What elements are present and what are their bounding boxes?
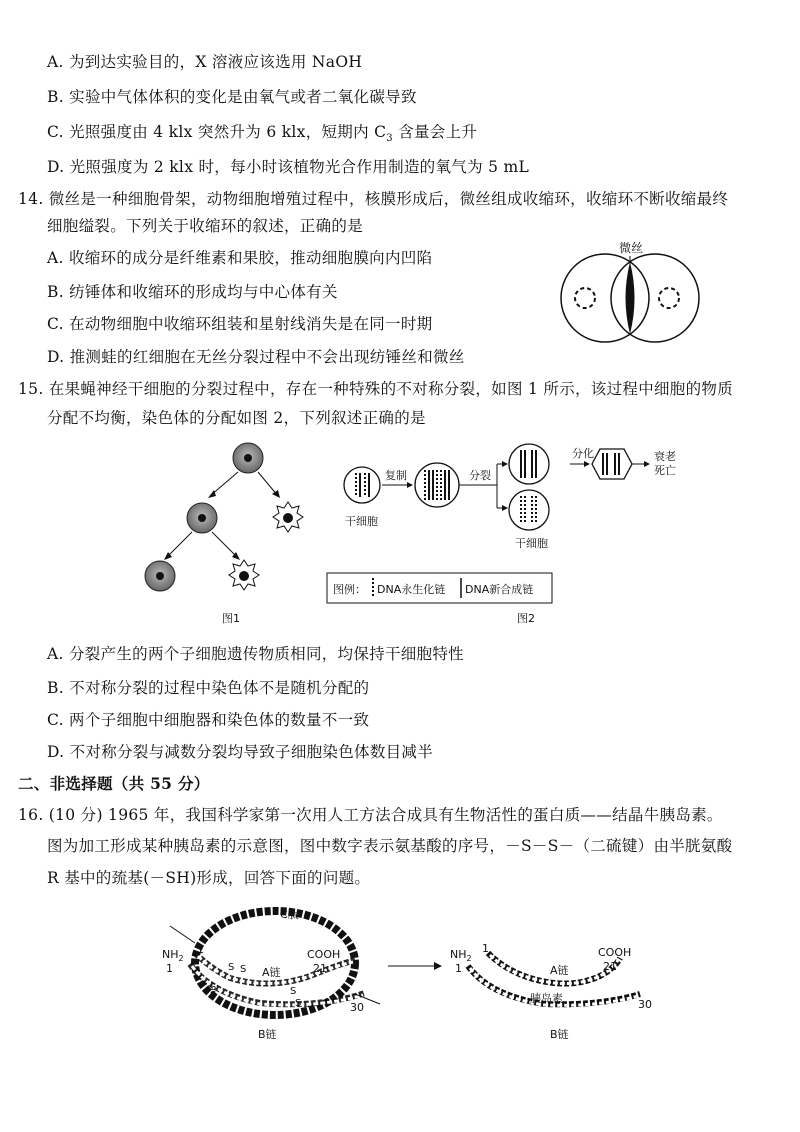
q14-stem-line2: 细胞缢裂。下列关于收缩环的叙述，正确的是	[47, 217, 364, 235]
q14-figure-cell-division	[555, 240, 705, 345]
q16-stem-line1: 16. (10 分) 1965 年，我国科学家第一次用人工方法合成具有生物活性的蛋白质——结晶牛胰岛素。	[18, 806, 723, 824]
q15-fig2-differentiate-label: 分化	[572, 447, 594, 460]
q16-stem-line3: R 基中的巯基(－SH)形成，回答下面的问题。	[47, 869, 371, 887]
q13-option-c-text: C. 光照强度由 4 klx 突然升为 6 klx，短期内 C	[47, 123, 387, 141]
q16-fig-s2: S	[240, 964, 247, 975]
q15-fig2-senescence-1: 衰老	[654, 450, 676, 463]
q13-option-d: D. 光照强度为 2 klx 时，每小时该植物光合作用制造的氧气为 5 mL	[47, 158, 530, 176]
q15-fig2-caption: 图2	[517, 612, 535, 625]
q16-fig-s3: S	[210, 982, 217, 993]
q16-fig-b-chain-right: B链	[550, 1028, 569, 1041]
q13-option-c	[47, 120, 477, 144]
q16-fig-n21-left: 21	[313, 962, 327, 975]
q15-fig2-divide-label: 分裂	[469, 469, 491, 482]
q14-option-d: D. 推测蛙的红细胞在无丝分裂过程中不会出现纺锤丝和微丝	[47, 348, 465, 366]
q16-fig-n1-b-left: 1	[166, 962, 173, 975]
q15-stem-line2: 分配不均衡，染色体的分配如图 2，下列叙述正确的是	[47, 409, 426, 427]
q16-fig-a-chain-right: A链	[550, 964, 569, 977]
q16-fig-cooh-left: COOH	[307, 948, 341, 961]
q16-fig-n21-right: 21	[603, 960, 617, 973]
q13-option-a: A. 为到达实验目的，X 溶液应该选用 NaOH	[47, 53, 363, 71]
q16-fig-n1-b-right: 1	[455, 962, 462, 975]
q16-fig-s5: S	[290, 986, 297, 997]
q16-fig-n30-left: 30	[350, 1001, 364, 1014]
q15-fig2-legend-prefix: 图例：	[333, 583, 366, 596]
q15-option-b: B. 不对称分裂的过程中染色体不是随机分配的	[47, 679, 370, 697]
q15-fig2-senescence-2: 死亡	[654, 464, 676, 477]
q15-figure2	[325, 440, 565, 630]
q13-option-b: B. 实验中气体体积的变化是由氧气或者二氧化碳导致	[47, 88, 417, 106]
q16-fig-n1-a-right: 1	[482, 942, 489, 955]
q15-option-d: D. 不对称分裂与减数分裂均导致子细胞染色体数目减半	[47, 743, 434, 761]
q16-fig-s1: S	[228, 962, 235, 973]
q14-option-a: A. 收缩环的成分是纤维素和果胶，推动细胞膜向内凹陷	[47, 249, 433, 267]
q16-fig-n30-right: 30	[638, 998, 652, 1011]
q16-figure-insulin	[150, 898, 670, 1048]
q15-fig2-stem-cell-bottom: 干细胞	[515, 537, 548, 550]
q16-fig-nh2-left: $NH_2$	[162, 948, 184, 963]
q16-fig-insulin-label: 胰岛素	[530, 992, 563, 1005]
q15-option-a: A. 分裂产生的两个子细胞遗传物质相同，均保持干细胞特性	[47, 645, 464, 663]
q16-fig-c-peptide: C肽	[280, 908, 299, 921]
q16-fig-s4: S	[210, 990, 217, 1001]
q15-option-c: C. 两个子细胞中细胞器和染色体的数量不一致	[47, 711, 370, 729]
q16-stem-line2: 图为加工形成某种胰岛素的示意图，图中数字表示氨基酸的序号，－S－S－（二硫键）由半胱氨酸	[47, 837, 733, 855]
q15-fig2-copy-label: 复制	[385, 469, 407, 482]
q13-option-c-text-end: 含量会上升	[392, 123, 478, 141]
q15-fig1-caption: 图1	[222, 612, 240, 625]
q16-fig-s6: S	[295, 998, 302, 1009]
q15-fig2-stem-cell-left: 干细胞	[345, 515, 378, 528]
q13-option-c-sub: 3	[386, 133, 393, 145]
section-2-title: 二、非选择题（共 55 分）	[18, 774, 210, 793]
q16-fig-b-chain-left: B链	[258, 1028, 277, 1041]
q14-option-b: B. 纺锤体和收缩环的形成均与中心体有关	[47, 283, 338, 301]
q15-fig2-legend-old: DNA永生化链	[377, 583, 446, 596]
q14-stem-line1: 14. 微丝是一种细胞骨架，动物细胞增殖过程中，核膜形成后，微丝组成收缩环，收缩环不断收缩最终	[18, 190, 729, 208]
q16-fig-nh2-right: $NH_2$	[450, 948, 472, 963]
q14-option-c: C. 在动物细胞中收缩环组装和星射线消失是在同一时期	[47, 315, 433, 333]
q15-figure1	[140, 440, 320, 630]
q15-fig2-legend-new: DNA新合成链	[465, 583, 534, 596]
q16-fig-a-chain-left: A链	[262, 966, 281, 979]
q16-fig-n1-a-left: 1	[197, 943, 204, 956]
q16-fig-cooh-right: COOH	[598, 946, 632, 959]
q15-figure2-differentiation	[570, 445, 690, 505]
q15-stem-line1: 15. 在果蝇神经干细胞的分裂过程中，存在一种特殊的不对称分裂，如图 1 所示，该过程中细胞的物质	[18, 380, 733, 398]
q14-figure-label: 微丝	[619, 241, 644, 255]
